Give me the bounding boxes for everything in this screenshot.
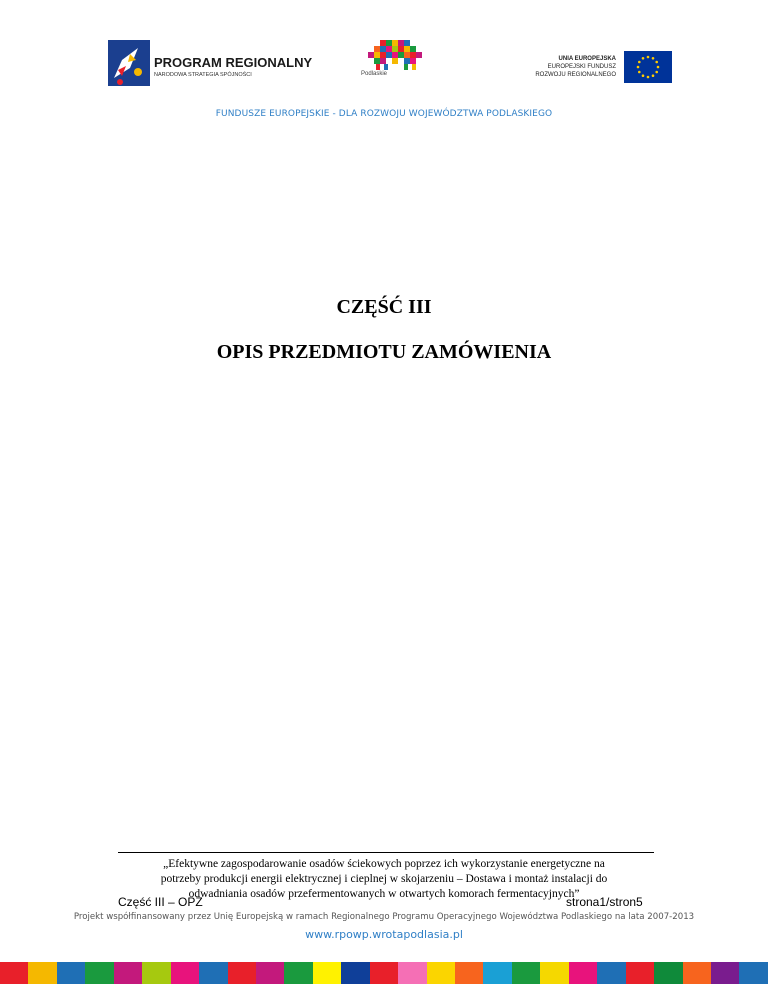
color-square xyxy=(683,962,711,984)
cofinancing-note: Projekt współfinansowany przez Unię Europejską w ramach Regionalnego Programu Operacyjnego Województwa Podlaskiego na lata 2007-2013 xyxy=(73,912,695,922)
color-square xyxy=(228,962,256,984)
eu-line-3: ROZWOJU REGIONALNEGO xyxy=(535,72,616,78)
color-square xyxy=(0,962,28,984)
part-label: Część III – OPZ xyxy=(118,895,203,909)
color-square xyxy=(739,962,767,984)
color-square xyxy=(171,962,199,984)
color-square xyxy=(256,962,284,984)
program-subtitle: NARODOWA STRATEGIA SPÓJNOŚCI xyxy=(154,72,252,78)
color-square xyxy=(398,962,426,984)
project-title-line-3: odwadniania osadów przefermentowanych w otwartych komorach fermentacyjnych” xyxy=(188,888,580,900)
region-label: Podlaskie xyxy=(361,71,388,77)
color-square xyxy=(341,962,369,984)
color-square xyxy=(455,962,483,984)
color-square xyxy=(512,962,540,984)
color-square xyxy=(114,962,142,984)
project-title-line-1: „Efektywne zagospodarowanie osadów ściekowych poprzez ich wykorzystanie energetyczne na xyxy=(163,858,605,870)
color-square xyxy=(142,962,170,984)
eu-flag-icon xyxy=(624,51,672,83)
eu-line-2: EUROPEJSKI FUNDUSZ xyxy=(547,64,616,70)
color-square xyxy=(626,962,654,984)
color-square xyxy=(313,962,341,984)
bison-mosaic-icon xyxy=(358,38,428,72)
podlaskie-logo xyxy=(358,38,428,82)
subject-title: OPIS PRZEDMIOTU ZAMÓWIENIA xyxy=(216,341,552,363)
website-link[interactable]: www.rpowp.wrotapodlasia.pl xyxy=(305,928,463,941)
color-square xyxy=(654,962,682,984)
color-square xyxy=(199,962,227,984)
part-title: CZĘŚĆ III xyxy=(336,296,432,318)
color-square xyxy=(85,962,113,984)
color-square xyxy=(540,962,568,984)
color-square xyxy=(483,962,511,984)
project-title-line-2: potrzeby produkcji energii elektrycznej i cieplnej w skojarzeniu – Dostawa i montaż instalacji do xyxy=(160,873,608,885)
color-square xyxy=(284,962,312,984)
eu-fund-label xyxy=(500,55,616,79)
color-square xyxy=(569,962,597,984)
color-square xyxy=(711,962,739,984)
color-square xyxy=(28,962,56,984)
eu-line-1: UNIA EUROPEJSKA xyxy=(558,56,616,62)
program-title: PROGRAM REGIONALNY xyxy=(154,55,313,70)
nss-star-icon xyxy=(108,40,154,90)
color-square xyxy=(57,962,85,984)
color-stripe xyxy=(0,962,768,984)
color-square xyxy=(370,962,398,984)
program-regionalny-logo xyxy=(108,40,313,90)
funds-slogan: FUNDUSZE EUROPEJSKIE - DLA ROZWOJU WOJEWÓDZTWA PODLASKIEGO xyxy=(215,109,553,119)
color-square xyxy=(597,962,625,984)
footer-divider xyxy=(118,852,654,853)
page-counter: strona1/stron5 xyxy=(566,895,643,909)
color-square xyxy=(427,962,455,984)
